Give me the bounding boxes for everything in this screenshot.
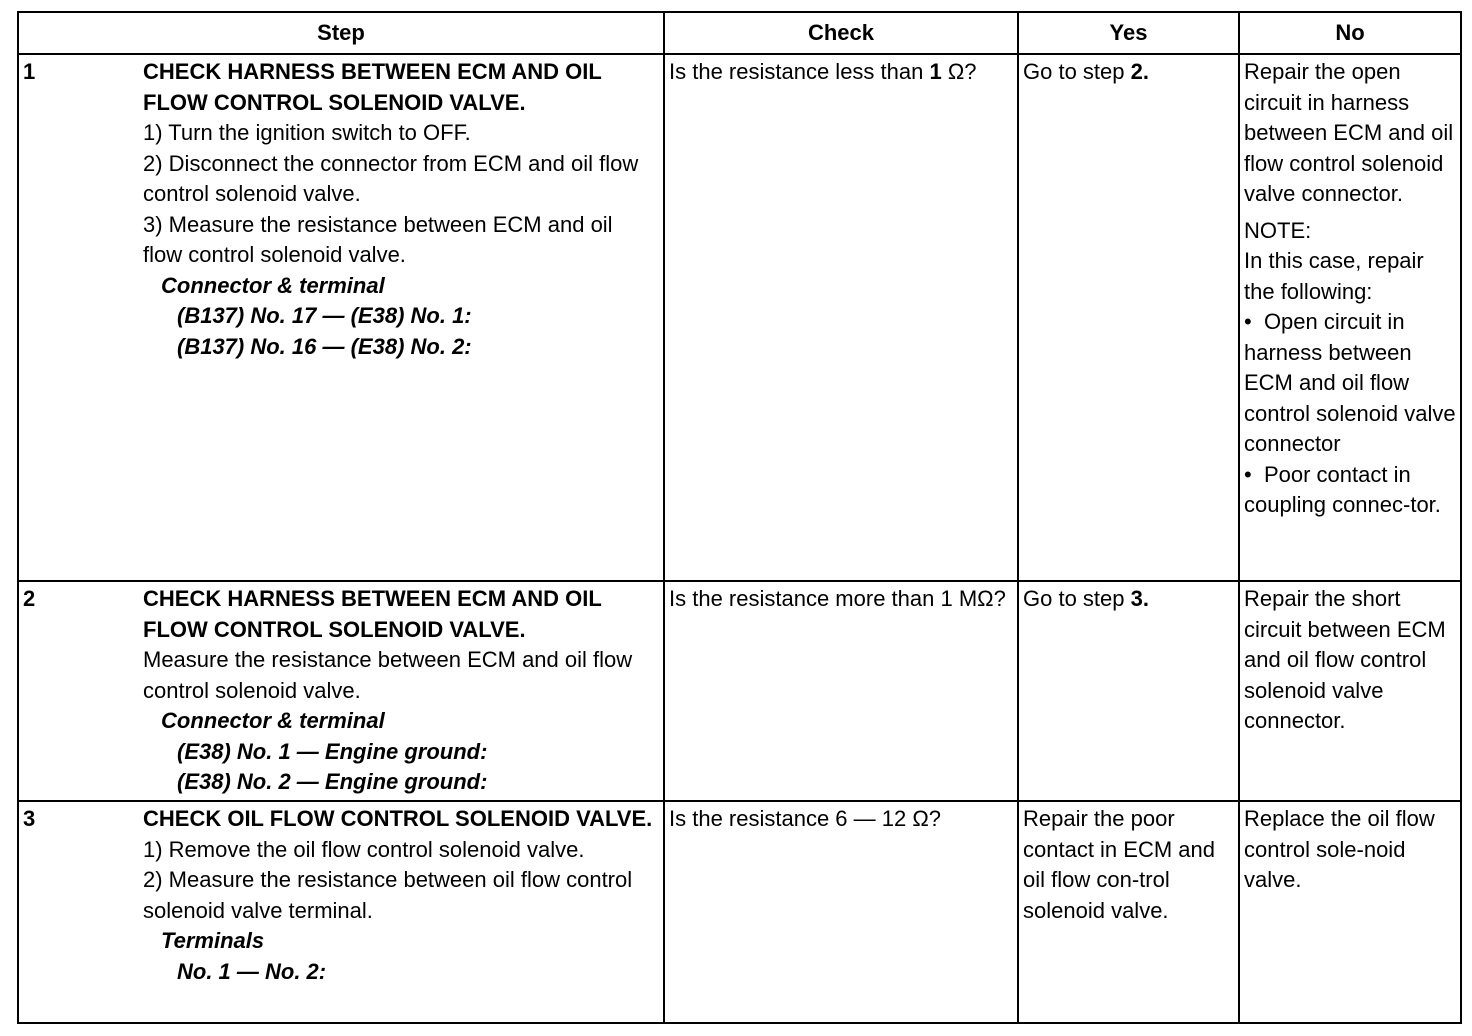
- yes-cell: [1018, 581, 1239, 801]
- note-label: NOTE:: [1244, 217, 1312, 243]
- no-cell: Repair the short circuit between ECM and oil flow control solenoid valve connector.: [1239, 581, 1461, 801]
- spec-label: Connector & terminal: [161, 708, 385, 733]
- step-title: CHECK HARNESS BETWEEN ECM AND OIL FLOW CONTROL SOLENOID VALVE.: [143, 59, 602, 115]
- yes-text: Go to step: [1023, 59, 1131, 84]
- no-cell: Replace the oil flow control sole-noid valve.: [1239, 801, 1461, 1023]
- step-instruction: 2) Measure the resistance between oil flow control solenoid valve terminal.: [143, 867, 633, 923]
- no-cell: [1239, 54, 1461, 581]
- step-instruction: 3) Measure the resistance between ECM and oil flow control solenoid valve.: [143, 211, 613, 267]
- spec-item: (B137) No. 16 — (E38) No. 2:: [177, 333, 472, 359]
- yes-step: 3.: [1130, 586, 1149, 611]
- step-number: 1: [23, 59, 36, 84]
- table-row: [18, 581, 1461, 801]
- yes-text: Go to step: [1023, 586, 1131, 611]
- note-text: In this case, repair the following:: [1244, 248, 1424, 304]
- spec-item: (E38) No. 1 — Engine ground:: [177, 738, 488, 764]
- spec-item: (B137) No. 17 — (E38) No. 1:: [177, 303, 472, 328]
- diagnostic-table: [17, 11, 1462, 1024]
- step-number: 3: [23, 806, 36, 831]
- header-check: Check: [664, 12, 1018, 54]
- step-title: CHECK HARNESS BETWEEN ECM AND OIL FLOW CONTROL SOLENOID VALVE.: [143, 586, 602, 642]
- step-cell: [18, 54, 664, 581]
- header-row: [18, 12, 1461, 54]
- spec-item: No. 1 — No. 2:: [177, 958, 327, 984]
- spec-label: Connector & terminal: [161, 272, 385, 298]
- bullet-item: • Poor contact in coupling connec-tor.: [1244, 461, 1441, 517]
- step-instruction: 2) Disconnect the connector from ECM and oil flow control solenoid valve.: [143, 150, 639, 206]
- spec-label: Terminals: [161, 928, 265, 953]
- header-no: No: [1239, 12, 1461, 54]
- step-instruction: Measure the resistance between ECM and oil flow control solenoid valve.: [143, 647, 633, 703]
- spec-item: (E38) No. 2 — Engine ground:: [177, 769, 488, 794]
- table-row: [18, 54, 1461, 581]
- step-number: 2: [23, 586, 36, 611]
- check-cell: Is the resistance more than 1 MΩ?: [664, 581, 1018, 801]
- table-row: [18, 801, 1461, 1023]
- step-cell: [18, 581, 664, 801]
- step-instruction: 1) Turn the ignition switch to OFF.: [143, 120, 471, 145]
- yes-cell: Repair the poor contact in ECM and oil flow con-trol solenoid valve.: [1018, 801, 1239, 1023]
- check-unit: Ω?: [941, 59, 977, 84]
- step-title: CHECK OIL FLOW CONTROL SOLENOID VALVE.: [143, 806, 653, 831]
- yes-step: 2.: [1130, 59, 1149, 84]
- check-cell: Is the resistance 6 — 12 Ω?: [664, 801, 1018, 1023]
- no-text: Repair the open circuit in harness between ECM and oil flow control solenoid valve connector.: [1244, 59, 1454, 206]
- step-cell: [18, 801, 664, 1023]
- header-yes: Yes: [1018, 12, 1239, 54]
- header-step: Step: [18, 12, 664, 54]
- bullet-item: • Open circuit in harness between ECM and oil flow control solenoid valve connector: [1244, 309, 1456, 456]
- check-cell: [664, 54, 1018, 581]
- check-value: 1: [929, 59, 942, 84]
- step-instruction: 1) Remove the oil flow control solenoid valve.: [143, 836, 585, 862]
- check-text: Is the resistance less than: [669, 59, 930, 84]
- yes-cell: [1018, 54, 1239, 581]
